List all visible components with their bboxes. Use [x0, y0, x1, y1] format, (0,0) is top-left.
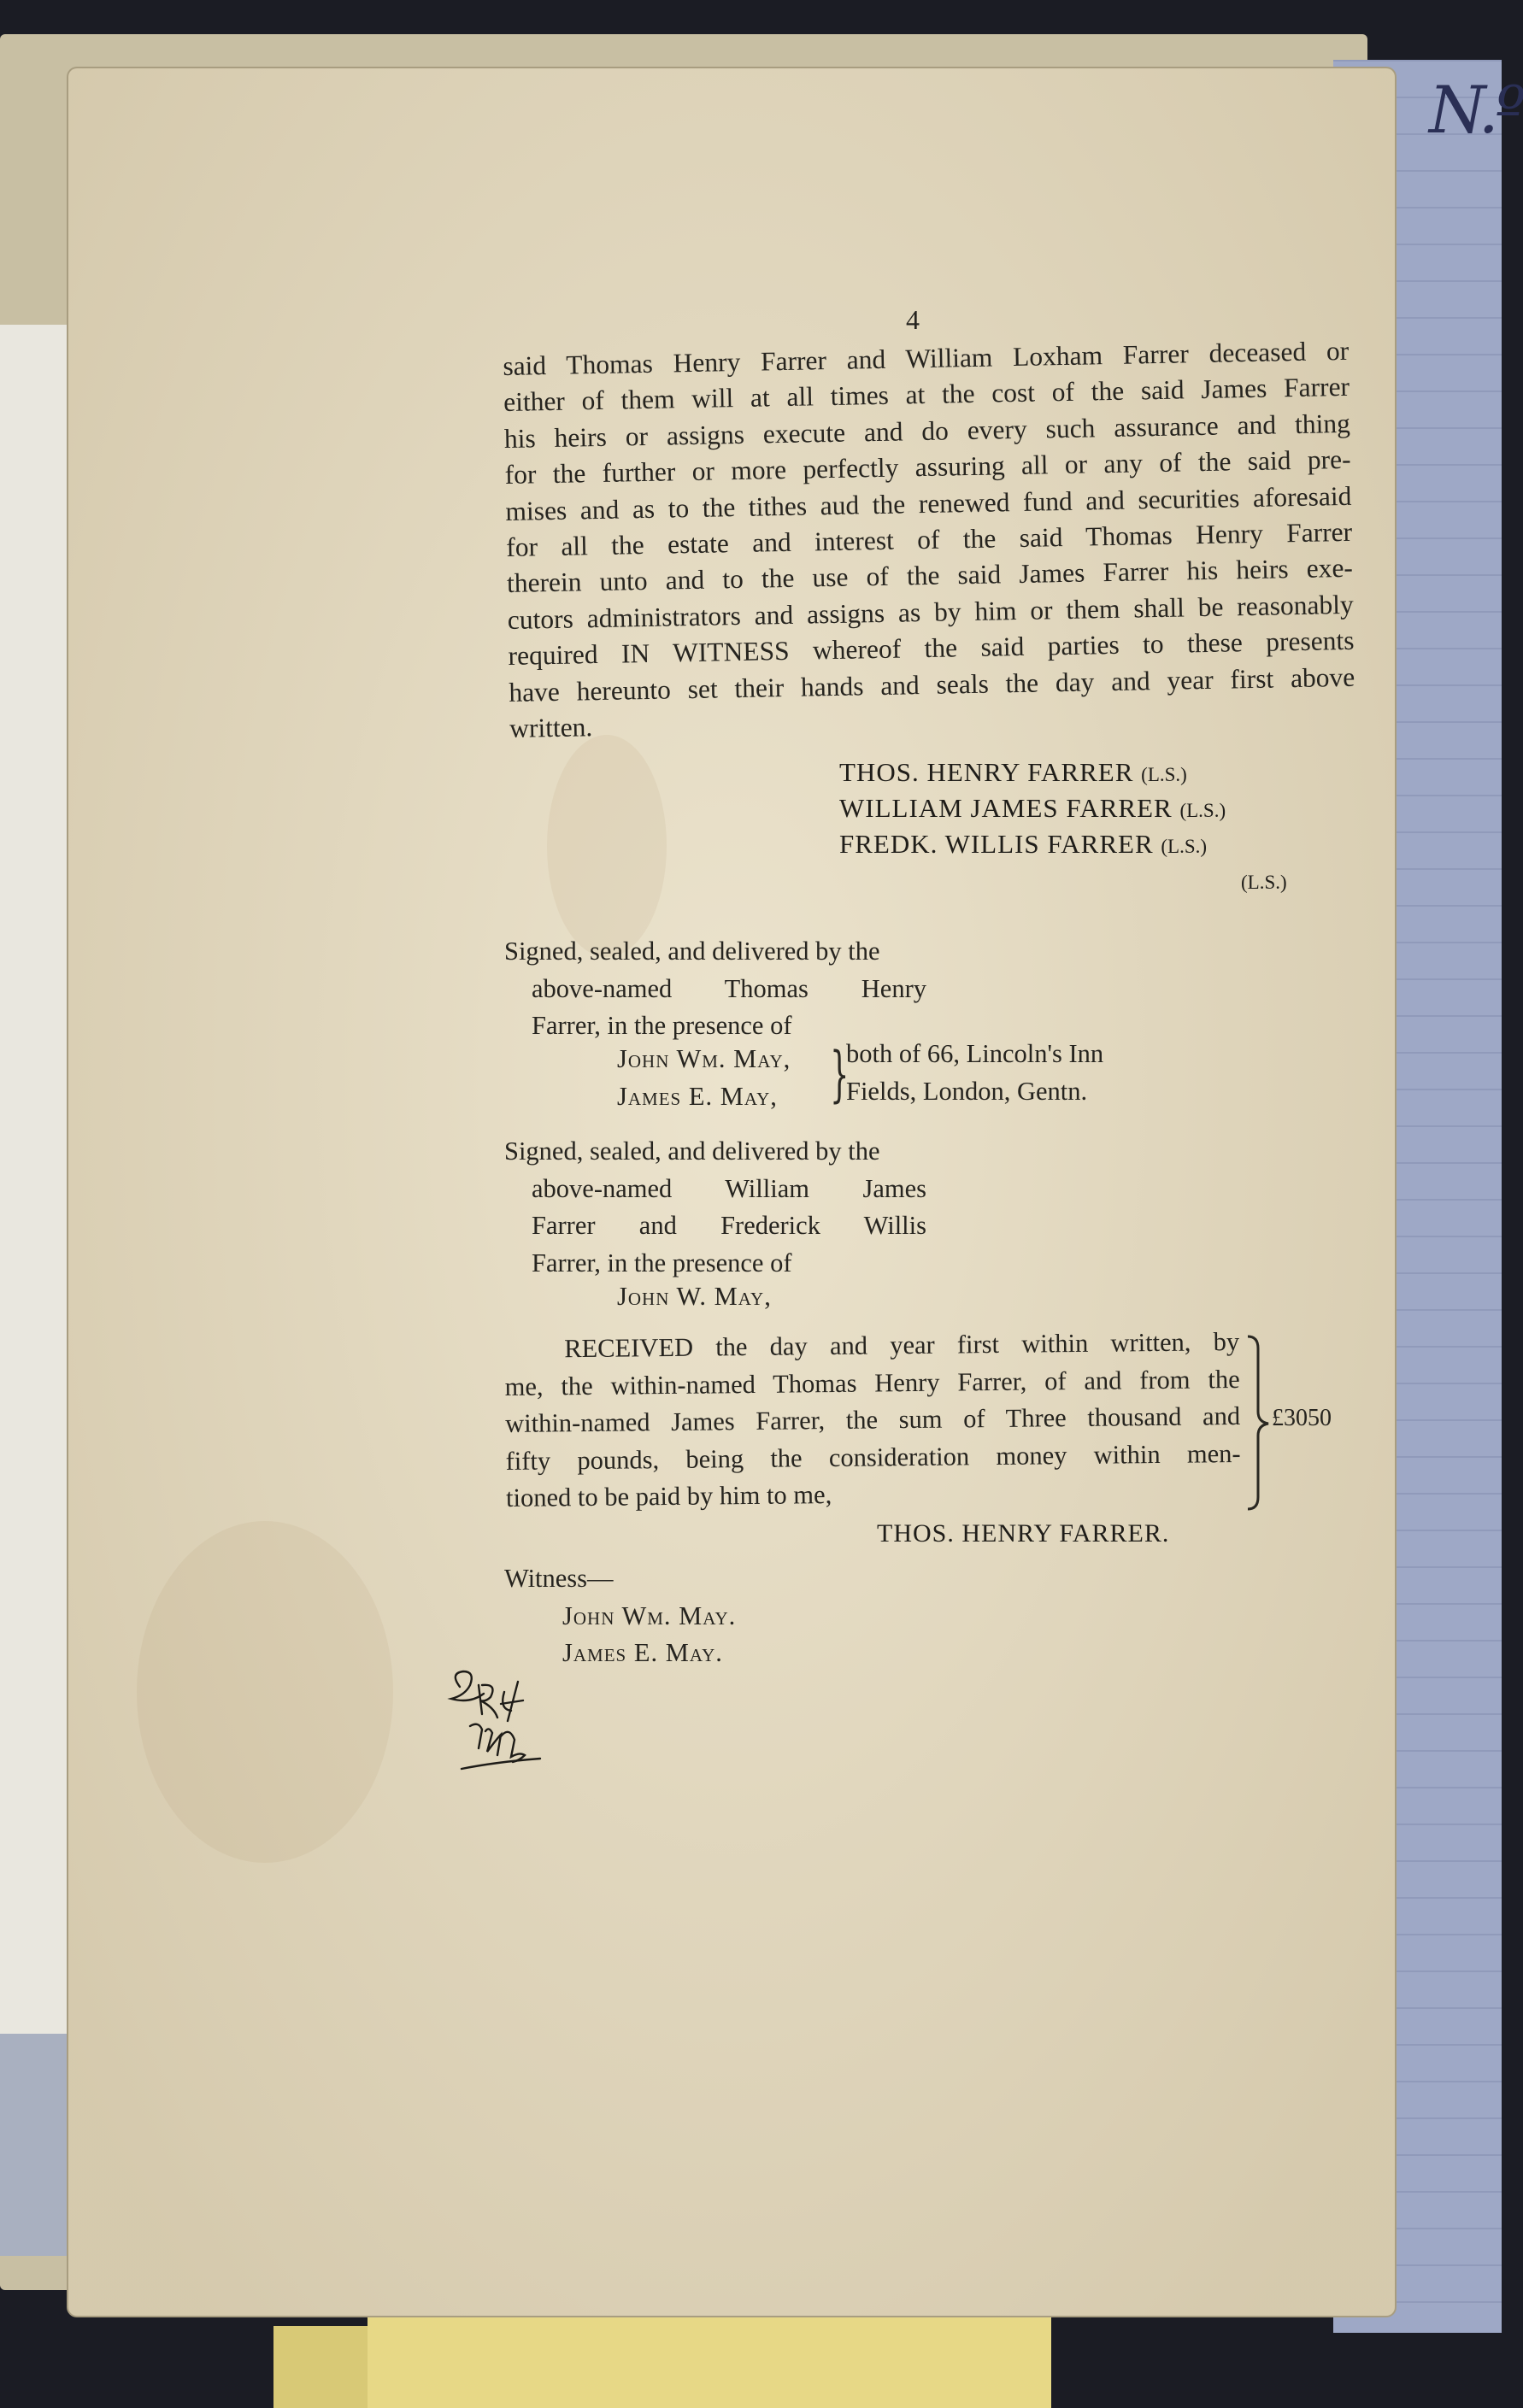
- deed-paragraph: [503, 333, 1355, 748]
- attestation-line: Farrer, in the presence of: [532, 1248, 792, 1277]
- receipt-paragraph: [504, 1324, 1241, 1517]
- witness-name: John W. May,: [617, 1282, 772, 1311]
- receipt-line: RECEIVED the day and year first within written, by: [564, 1326, 1240, 1364]
- witness-name: John Wm. May.: [562, 1600, 737, 1630]
- paragraph-line: either of them will at all times at the cost of the said James Farrer: [503, 372, 1350, 418]
- paragraph-line: for the further or more perfectly assuring all or any of the said pre-: [504, 444, 1351, 490]
- signatory-1: [839, 757, 1187, 788]
- paragraph-line: for all the estate and interest of the said Thomas Henry Farrer: [505, 516, 1353, 562]
- paragraph-line: required IN WITNESS whereof the said parties to these presents: [508, 625, 1355, 672]
- receipt-line: fifty pounds, being the consideration money within men-: [505, 1438, 1241, 1476]
- witness-name: James E. May,: [617, 1081, 778, 1111]
- address-line: both of 66, Lincoln's Inn: [846, 1039, 1104, 1068]
- receipt-signature: THOS. HENRY FARRER.: [877, 1519, 1170, 1548]
- curly-brace-icon: }: [830, 1039, 850, 1109]
- signatory-3: [839, 829, 1207, 860]
- attestation-line: above-named Thomas Henry: [532, 973, 926, 1003]
- receipt-line: me, the within-named Thomas Henry Farrer, of and from the: [504, 1364, 1240, 1401]
- yellow-tab-left: [273, 2326, 368, 2408]
- receipt-amount: £3050: [1272, 1405, 1332, 1431]
- witness-names-1: [617, 1041, 791, 1115]
- white-paper-edge: [0, 325, 77, 2051]
- seal-mark: (L.S.): [1141, 764, 1187, 785]
- signatory-4: [1241, 865, 1287, 896]
- signatory-name: FREDK. WILLIS FARRER: [839, 829, 1154, 859]
- folio-mark: N.º: [1429, 72, 1523, 148]
- attestation-clause-1: [504, 933, 926, 1045]
- paragraph-line: have hereunto set their hands and seals the day and year first above: [509, 661, 1355, 708]
- paragraph-line: therein unto and to the use of the said James Farrer his heirs exe-: [506, 553, 1354, 599]
- paper-stain: [547, 735, 667, 957]
- attestation-line: above-named William James: [532, 1173, 926, 1203]
- paragraph-line: written.: [509, 712, 593, 743]
- witness-address: [846, 1036, 1103, 1110]
- receipt-brace-icon: [1244, 1333, 1273, 1512]
- page-number: 4: [906, 304, 920, 335]
- attestation-clause-2: [504, 1133, 926, 1282]
- signatory-name: THOS. HENRY FARRER: [839, 757, 1134, 787]
- paragraph-line: his heirs or assigns execute and do every such assurance and thing: [503, 408, 1351, 454]
- signatory-2: [839, 793, 1226, 824]
- paragraph-line: said Thomas Henry Farrer and William Loxham Farrer deceased or: [503, 335, 1350, 381]
- witness-label: Witness—: [504, 1564, 614, 1593]
- witness-block: [504, 1560, 736, 1672]
- seal-mark: (L.S.): [1241, 872, 1287, 893]
- seal-mark: (L.S.): [1179, 800, 1226, 821]
- address-line: Fields, London, Gentn.: [846, 1076, 1088, 1106]
- attestation-line: Signed, sealed, and delivered by the: [504, 937, 880, 966]
- attestation-line: Farrer, in the presence of: [532, 1011, 792, 1040]
- signatory-name: WILLIAM JAMES FARRER: [839, 793, 1173, 823]
- seal-mark: (L.S.): [1161, 836, 1208, 857]
- witness-name-2: [617, 1278, 772, 1316]
- witness-name: James E. May.: [562, 1638, 723, 1667]
- witness-name: John Wm. May,: [617, 1044, 791, 1073]
- handwritten-registry-mark: [444, 1666, 564, 1812]
- yellow-tab: [368, 2317, 1051, 2408]
- attestation-line: Farrer and Frederick Willis: [532, 1211, 926, 1240]
- paragraph-line: cutors administrators and assigns as by him or them shall be reasonably: [507, 589, 1354, 635]
- attestation-line: Signed, sealed, and delivered by the: [504, 1136, 880, 1166]
- paper-stain: [137, 1521, 393, 1863]
- blue-paper-edge-left: [0, 2034, 77, 2256]
- receipt-line: tioned to be paid by him to me,: [505, 1479, 832, 1512]
- paragraph-line: mises and as to the tithes aud the renewed fund and securities aforesaid: [505, 480, 1352, 526]
- receipt-line: within-named James Farrer, the sum of Three thousand and: [504, 1401, 1241, 1438]
